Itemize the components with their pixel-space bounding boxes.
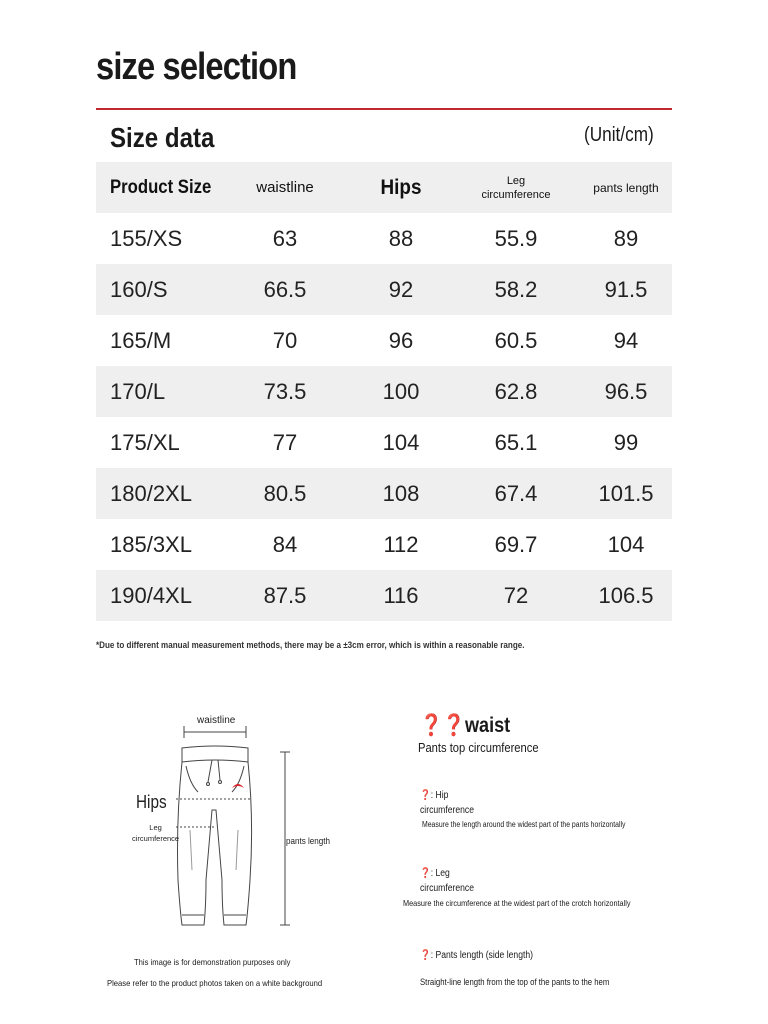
size-cell: 160/S bbox=[110, 276, 168, 302]
pants-length-cell: 89 bbox=[613, 225, 639, 251]
waistline-cell: 73.5 bbox=[263, 378, 307, 404]
pants-length-def-title: ❓: Pants length (side length) bbox=[420, 950, 534, 961]
hips-cell: 96 bbox=[388, 327, 414, 353]
leg-def-title: ❓: Leg circumference bbox=[420, 868, 475, 894]
pants-length-cell: 91.5 bbox=[604, 276, 648, 302]
size-cell: 185/3XL bbox=[110, 531, 192, 557]
pants-length-cell: 104 bbox=[607, 531, 645, 557]
diagram-caption-2: Please refer to the product photos taken on a white background bbox=[107, 978, 323, 988]
size-cell: 175/XL bbox=[110, 429, 180, 455]
hips-cell: 88 bbox=[388, 225, 414, 251]
hip-def-title: ❓: Hip circumference bbox=[420, 790, 475, 816]
leg-circumference-cell: 72 bbox=[503, 582, 529, 608]
size-cell: 190/4XL bbox=[110, 582, 192, 608]
size-data-title: Size data bbox=[110, 122, 215, 153]
table-row bbox=[96, 264, 672, 315]
diagram-leg-label: Leg circumference bbox=[132, 823, 180, 843]
size-cell: 170/L bbox=[110, 378, 166, 404]
diagram-caption-1: This image is for demonstration purposes only bbox=[134, 957, 291, 967]
hips-cell: 104 bbox=[382, 429, 420, 455]
title-divider bbox=[96, 108, 672, 110]
table-row bbox=[96, 570, 672, 621]
table-row bbox=[96, 315, 672, 366]
waistline-cell: 66.5 bbox=[263, 276, 307, 302]
leg-circumference-cell: 60.5 bbox=[494, 327, 538, 353]
hips-cell: 108 bbox=[382, 480, 420, 506]
waist-def-title: ❓❓waist bbox=[420, 714, 511, 737]
measurement-note: *Due to different manual measurement methods, there may be a ±3cm error, which is within a reasonable range. bbox=[96, 640, 525, 651]
table-row bbox=[96, 417, 672, 468]
pants-outline bbox=[178, 762, 252, 925]
hips-cell: 92 bbox=[388, 276, 414, 302]
pants-length-cell: 99 bbox=[613, 429, 639, 455]
leg-circumference-cell: 55.9 bbox=[494, 225, 538, 251]
leg-def-desc: Measure the circumference at the widest part of the crotch horizontally bbox=[403, 898, 631, 908]
size-cell: 180/2XL bbox=[110, 480, 192, 506]
pants-length-cell: 106.5 bbox=[598, 582, 654, 608]
pants-waistband bbox=[182, 746, 248, 762]
hips-cell: 112 bbox=[383, 531, 419, 557]
table-row bbox=[96, 213, 672, 264]
waistline-cell: 87.5 bbox=[263, 582, 307, 608]
waistline-cell: 77 bbox=[272, 429, 298, 455]
size-cell: 155/XS bbox=[110, 225, 183, 251]
header-leg-circumference bbox=[461, 162, 571, 213]
page-title: size selection bbox=[96, 46, 297, 88]
pants-length-cell: 101.5 bbox=[598, 480, 654, 506]
header-product-size: Product Size bbox=[110, 176, 212, 198]
leg-circumference-cell: 58.2 bbox=[494, 276, 538, 302]
unit-label: (Unit/cm) bbox=[584, 124, 654, 146]
hips-cell: 116 bbox=[383, 582, 419, 608]
diagram-pants-length-label: pants length bbox=[286, 836, 331, 847]
diagram-hips-label: Hips bbox=[136, 792, 167, 812]
waistline-cell: 84 bbox=[272, 531, 298, 557]
table-row bbox=[96, 468, 672, 519]
waist-def-desc: Pants top circumference bbox=[418, 740, 539, 755]
size-cell: 165/M bbox=[110, 327, 172, 353]
waistline-cell: 80.5 bbox=[263, 480, 307, 506]
waistline-cell: 63 bbox=[272, 225, 298, 251]
leg-circumference-cell: 67.4 bbox=[494, 480, 538, 506]
table-row bbox=[96, 366, 672, 417]
hip-def-desc: Measure the length around the widest part of the pants horizontally bbox=[422, 820, 626, 829]
table-header-row bbox=[96, 162, 672, 213]
header-waistline: waistline bbox=[256, 179, 314, 196]
leg-circumference-cell: 69.7 bbox=[494, 531, 538, 557]
leg-circumference-cell: 65.1 bbox=[494, 429, 538, 455]
brand-logo-icon bbox=[232, 784, 244, 788]
pants-length-def-desc: Straight-line length from the top of the pants to the hem bbox=[420, 977, 610, 987]
pants-length-cell: 94 bbox=[613, 327, 639, 353]
table-row bbox=[96, 519, 672, 570]
leg-circumference-cell: 62.8 bbox=[494, 378, 538, 404]
diagram-waistline-label: waistline bbox=[197, 715, 236, 726]
header-hips: Hips bbox=[380, 175, 422, 199]
size-table bbox=[96, 162, 672, 621]
hips-cell: 100 bbox=[382, 378, 420, 404]
header-leg-text: Leg circumference bbox=[481, 174, 551, 201]
waistline-cell: 70 bbox=[272, 327, 298, 353]
header-pants-length: pants length bbox=[593, 180, 659, 195]
pants-length-cell: 96.5 bbox=[604, 378, 648, 404]
